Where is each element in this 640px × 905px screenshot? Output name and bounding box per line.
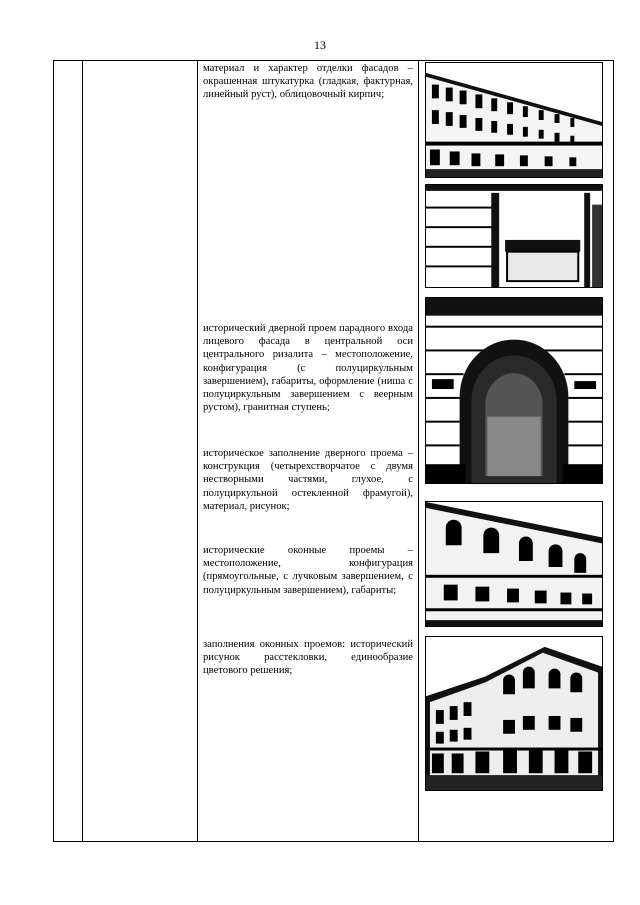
entrance-doorway-text: исторический дверной проем парадного входа лицевого фасада в центральной оси центрального ризалита – местоположение, конфигурация (с полуциркульным завершением), габариты, оформление (ниша с полуциркульным завершением с веерным рустом), гранитная ступень; [203,323,413,414]
column-divider-2 [197,60,198,842]
building-street-view-photo [425,62,603,178]
column-divider-3 [418,60,419,842]
window-openings-text: исторические оконные проемы – местоположение, конфигурация (прямоугольные, с лучковым завершением, с полуциркульным завершением), габариты; [203,545,413,596]
arched-entrance-photo [425,297,603,484]
page-number: 13 [314,38,326,52]
facade-rustication-detail-photo [425,184,603,288]
corner-building-photo [425,636,603,791]
window-fill-text: заполнения оконных проемов: исторический рисунок расстекловки, единообразие цветового решения; [203,639,413,677]
facade-finish-text: материал и характер отделки фасадов – окрашенная штукатурка (гладкая, фактурная, линейный руст), облицовочный кирпич; [203,63,413,101]
door-fill-text: историческое заполнение дверного проема – конструкция (четырехстворчатое с двумя нестворными частями, глухое, с полуциркульной остекленной фрамугой), материал, рисунок; [203,448,413,512]
column-divider-1 [82,60,83,842]
arched-windows-facade-photo [425,501,603,627]
